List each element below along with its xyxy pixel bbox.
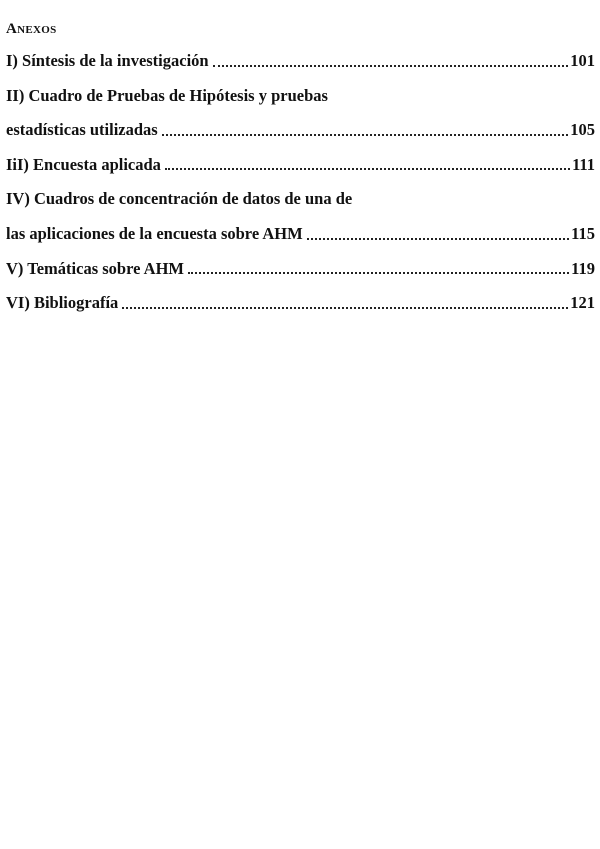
- toc-entry-title: IV) Cuadros de concentración de datos de una de: [6, 189, 353, 209]
- dot-leader: [188, 272, 569, 274]
- dot-leader: [162, 134, 569, 136]
- toc-entry-page: 115: [571, 224, 595, 244]
- toc-entry-6: [6, 285, 595, 320]
- toc-entry-title: V) Temáticas sobre AHM: [6, 258, 184, 278]
- toc-entry-page: 121: [570, 293, 595, 313]
- toc-entry-page: 101: [570, 51, 595, 71]
- toc-entry-title: IiI) Encuesta aplicada: [6, 154, 161, 174]
- toc-entry-title: las aplicaciones de la encuesta sobre AHM: [6, 224, 303, 244]
- toc-entry-2-continued: [6, 112, 595, 147]
- toc-entry-2: [6, 78, 595, 113]
- toc-entry-title: estadísticas utilizadas: [6, 120, 158, 140]
- toc-entry-3: [6, 147, 595, 182]
- table-of-contents: [6, 43, 595, 320]
- dot-leader: [307, 238, 569, 240]
- toc-entry-title: VI) Bibliografía: [6, 293, 119, 313]
- toc-entry-4: [6, 181, 595, 216]
- toc-entry-4-continued: [6, 216, 595, 251]
- toc-entry-page: 105: [570, 120, 595, 140]
- dot-leader: [122, 307, 568, 309]
- toc-entry-page: 111: [572, 154, 595, 174]
- toc-entry-title: I) Síntesis de la investigación: [6, 51, 209, 71]
- toc-entry-title: II) Cuadro de Pruebas de Hipótesis y pruebas: [6, 85, 328, 105]
- toc-entry-5: [6, 251, 595, 286]
- dot-leader: [165, 168, 570, 170]
- dot-leader: [213, 65, 569, 67]
- section-heading: Anexos: [6, 21, 57, 37]
- toc-entry-page: 119: [571, 258, 595, 278]
- toc-entry-1: [6, 43, 595, 78]
